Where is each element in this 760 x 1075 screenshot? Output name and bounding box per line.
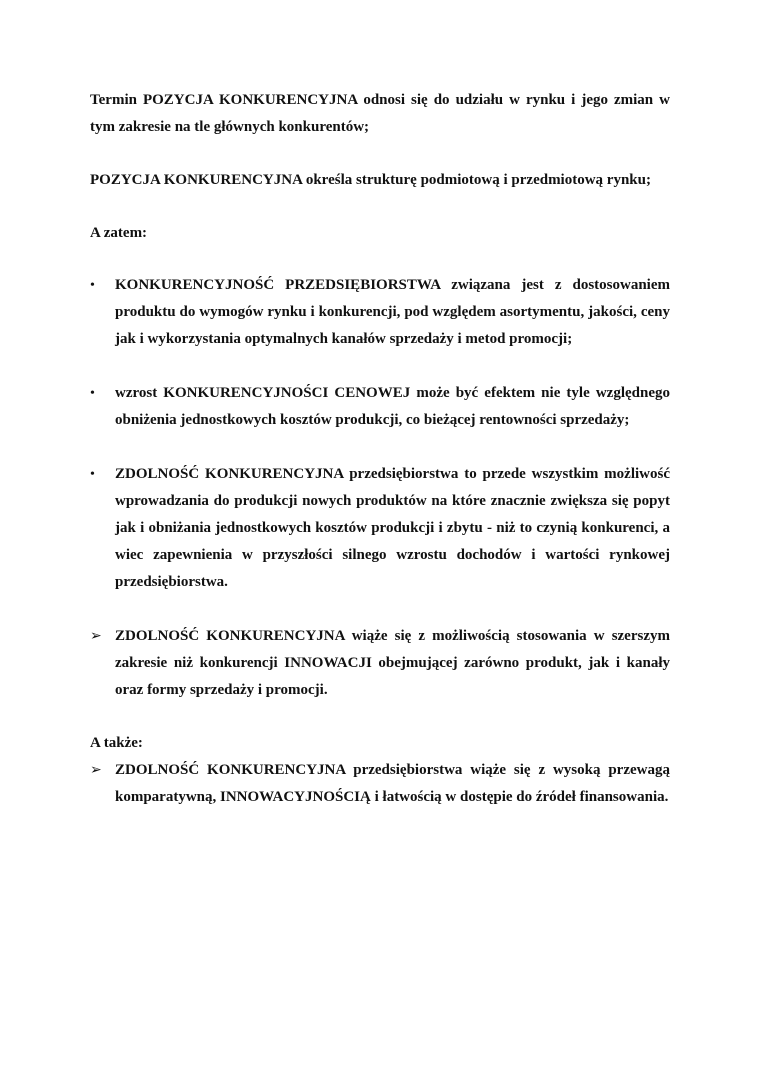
paragraph-structure: POZYCJA KONKURENCYJNA określa strukturę podmiotową i przedmiotową rynku; [90, 172, 651, 188]
paragraph-definition: Termin POZYCJA KONKURENCYJNA odnosi się do udziału w rynku i jego zmian w tym zakresie na tle głównych konkurentów; [90, 92, 670, 135]
bullet-item-cenowa [90, 380, 670, 434]
bullet-marker: • [90, 467, 95, 482]
bullet-marker: • [90, 386, 95, 401]
arrow-item-przewaga [90, 757, 670, 811]
arrow-text: ZDOLNOŚĆ KONKURENCYJNA wiąże się z możliwością stosowania w szerszym zakresie niż konkurencji INNOWACJI obejmującej zarówno produkt, jak i kanały oraz formy sprzedaży i promocji. [115, 628, 670, 698]
arrow-item-innowacji [90, 623, 670, 704]
bullet-text: wzrost KONKURENCYJNOŚCI CENOWEJ może być efektem nie tyle względnego obniżenia jednostkowych kosztów produkcji, co bieżącej rentowności sprzedaży; [115, 385, 670, 428]
arrow-text: ZDOLNOŚĆ KONKURENCYJNA przedsiębiorstwa wiąże się z wysoką przewagą komparatywną, INNOWACYJNOŚCIĄ i łatwością w dostępie do źródeł finansowania. [115, 762, 670, 805]
bullet-text: KONKURENCYJNOŚĆ PRZEDSIĘBIORSTWA związana jest z dostosowaniem produktu do wymogów rynku i konkurencji, pod względem asortymentu, jakości, ceny jak i wykorzystania optymalnych kanałów sprzedaży i metod promocji; [115, 277, 670, 347]
bullet-item-zdolnosc [90, 461, 670, 596]
paragraph-a-takze: A także: [90, 735, 143, 751]
bullet-marker: • [90, 278, 95, 293]
bullet-item-konkurencyjnosc [90, 272, 670, 353]
bullet-text: ZDOLNOŚĆ KONKURENCYJNA przedsiębiorstwa to przede wszystkim możliwość wprowadzania do produkcji nowych produktów na które znacznie zwiększa się popyt jak i obniżania jednostkowych kosztów produkcji i zbytu - niż to czynią konkurenci, a wiec zapewnienia w przyszłości silnego wzrostu dochodów i wartości rynkowej przedsiębiorstwa. [115, 466, 670, 590]
arrow-marker-icon: ➢ [90, 763, 102, 778]
paragraph-a-zatem: A zatem: [90, 225, 148, 241]
arrow-marker-icon: ➢ [90, 629, 102, 644]
